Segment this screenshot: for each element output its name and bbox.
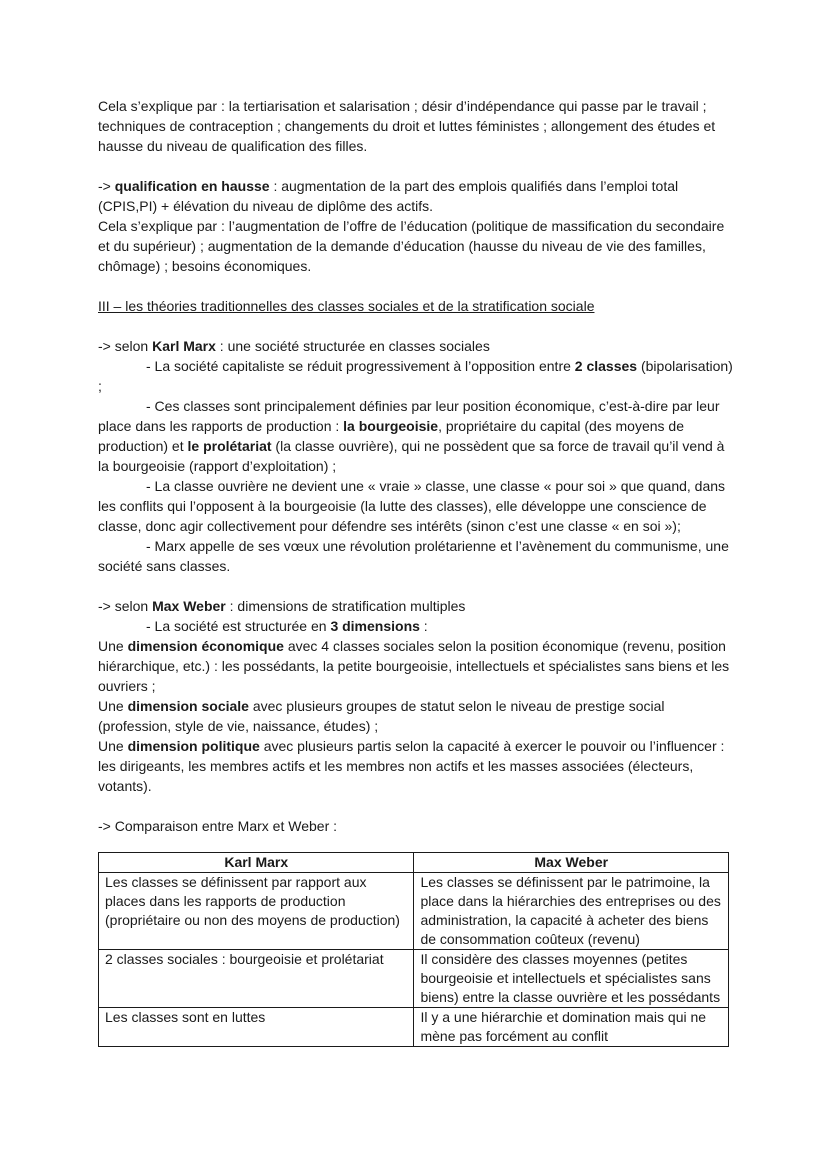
table-header-row <box>99 853 729 873</box>
text: (bipolarisation) ; <box>98 358 733 394</box>
bold-term: qualification en hausse <box>114 178 270 194</box>
text: - La société capitaliste se réduit progressivement à l’opposition entre <box>146 358 575 374</box>
marx-point-2 <box>98 396 738 476</box>
marx-intro <box>98 336 738 356</box>
text: -> selon <box>98 338 153 354</box>
text: Une <box>98 738 128 754</box>
bold-term: 2 classes <box>574 358 638 374</box>
table-row <box>99 1008 729 1047</box>
marx-point-3: - La classe ouvrière ne devient une « vraie » classe, une classe « pour soi » que quand, dans les conflits qui l’opposent à la bourgeoisie (la lutte des classes), elle développe une conscience de classe, donc agir collectivement pour défendre ses intérêts (sinon c’est une classe « en soi »); <box>98 478 726 534</box>
text: : dimensions de stratification multiples <box>225 598 466 614</box>
table-row <box>99 873 729 950</box>
comparison-table <box>98 852 729 1047</box>
weber-intro <box>98 596 738 616</box>
text: Une <box>98 698 128 714</box>
bold-term: Max Weber <box>152 598 226 614</box>
section-heading: III – les théories traditionnelles des classes sociales et de la stratification sociale <box>98 298 595 314</box>
weber-dimension-political <box>98 736 738 796</box>
table-cell: Les classes sont en luttes <box>99 1008 414 1047</box>
text: : une société structurée en classes sociales <box>215 338 490 354</box>
header-marx: Karl Marx <box>99 853 414 873</box>
text: : augmentation de la part des emplois qualifiés dans l’emploi total (CPIS,PI) + élévation du niveau de diplôme des actifs. <box>98 178 679 214</box>
text: (la classe ouvrière), qui ne possèdent que sa force de travail qu’il vend à la bourgeoisie (rapport d’exploitation) ; <box>98 438 725 474</box>
bold-term: dimension sociale <box>127 698 249 714</box>
weber-dimension-social <box>98 696 738 736</box>
arrow-prefix: -> <box>98 178 115 194</box>
bold-term: dimension économique <box>127 638 284 654</box>
text: , propriétaire du capital (des moyens de production) et <box>98 418 684 454</box>
table-row <box>99 950 729 1008</box>
marx-point-4: - Marx appelle de ses vœux une révolution prolétarienne et l’avènement du communisme, une société sans classes. <box>98 538 729 574</box>
table-cell: Les classes se définissent par le patrimoine, la place dans la hiérarchies des entreprises ou des administration, la capacité à acheter des biens de consommation coûteux (revenu) <box>414 873 729 950</box>
text: - La société est structurée en <box>146 618 331 634</box>
bold-term: 3 dimensions <box>330 618 420 634</box>
weber-point-1 <box>98 616 738 636</box>
bold-term: la bourgeoisie <box>343 418 439 434</box>
text: avec 4 classes sociales selon la position économique (revenu, position hiérarchique, etc.) : les possédants, la petite bourgeoisie, intellectuels et spécialistes sans biens et les ouvriers ; <box>98 638 730 694</box>
bold-term: Karl Marx <box>152 338 216 354</box>
weber-dimension-economic <box>98 636 738 696</box>
paragraph-qualification <box>98 176 738 216</box>
paragraph-feminisation-causes: Cela s’explique par : la tertiarisation et salarisation ; désir d’indépendance qui passe par le travail ; techniques de contraception ; changements du droit et luttes féministes ; allongement des études et hausse du niveau de qualification des filles. <box>98 98 716 154</box>
bold-term: le prolétariat <box>187 438 272 454</box>
document-page <box>98 96 738 1047</box>
text: Une <box>98 638 128 654</box>
table-cell: 2 classes sociales : bourgeoisie et prolétariat <box>99 950 414 1008</box>
header-weber: Max Weber <box>414 853 729 873</box>
marx-point-1 <box>98 356 738 396</box>
text: avec plusieurs partis selon la capacité à exercer le pouvoir ou l’influencer : les dirigeants, les membres actifs et les membres non actifs et les masses associées (électeurs, votants). <box>98 738 725 794</box>
comparison-intro: -> Comparaison entre Marx et Weber : <box>98 818 338 834</box>
paragraph-qualification-causes: Cela s’explique par : l’augmentation de l’offre de l’éducation (politique de massification du secondaire et du supérieur) ; augmentation de la demande d’éducation (hausse du niveau de vie des familles, chômage) ; besoins économiques. <box>98 218 725 274</box>
text: avec plusieurs groupes de statut selon le niveau de prestige social (profession, style de vie, naissance, études) ; <box>98 698 665 734</box>
text: : <box>419 618 428 634</box>
bold-term: dimension politique <box>127 738 260 754</box>
table-cell: Il considère des classes moyennes (petites bourgeoisie et intellectuels et spécialistes sans biens) entre la classe ouvrière et les possédants <box>414 950 729 1008</box>
table-cell: Il y a une hiérarchie et domination mais qui ne mène pas forcément au conflit <box>414 1008 729 1047</box>
table-cell: Les classes se définissent par rapport aux places dans les rapports de production (propriétaire ou non des moyens de production) <box>99 873 414 950</box>
text: -> selon <box>98 598 153 614</box>
text: - Ces classes sont principalement définies par leur position économique, c’est-à-dire par leur place dans les rapports de production : <box>98 398 720 434</box>
